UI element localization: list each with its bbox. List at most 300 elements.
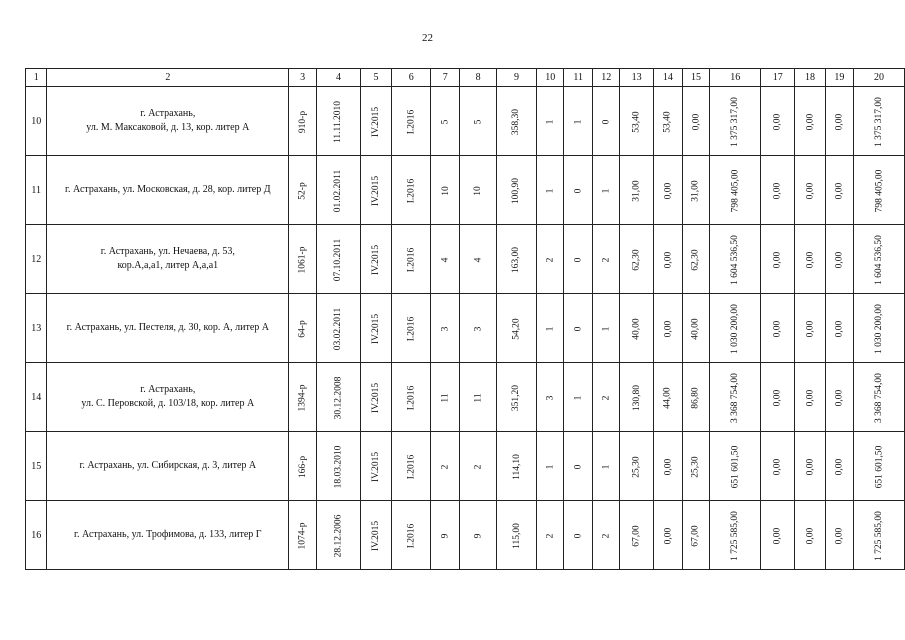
cell-value: I.2016: [406, 316, 417, 341]
cell-c20: [854, 294, 905, 363]
cell-c5: [360, 432, 391, 501]
cell-value: 31,00: [631, 179, 642, 202]
address-cell: [47, 225, 289, 294]
cell-value: I.2016: [406, 454, 417, 479]
cell-c13: [620, 225, 654, 294]
cell-value: 2: [601, 395, 612, 400]
cell-value: 1 604 536,50: [730, 234, 741, 285]
cell-value: 100,90: [511, 177, 522, 204]
cell-value: 1: [545, 464, 556, 469]
cell-c7: [431, 225, 460, 294]
cell-value: 3 368 754,00: [874, 372, 884, 423]
cell-c7: [431, 87, 460, 156]
cell-value: 1 030 200,00: [874, 303, 884, 354]
cell-c16: [710, 363, 761, 432]
cell-c11: [564, 363, 593, 432]
cell-value: 07.10.2011: [333, 238, 344, 281]
cell-value: 1: [545, 326, 556, 331]
cell-c18: [795, 363, 825, 432]
address-line-1: г. Астрахань, ул. Московская, д. 28, кор. литер Д: [65, 184, 271, 195]
cell-c18: [795, 501, 825, 570]
table-row: [26, 432, 905, 501]
cell-c9: [496, 432, 536, 501]
cell-value: 5: [440, 119, 451, 124]
cell-c13: [620, 156, 654, 225]
cell-c8: [460, 294, 497, 363]
address-line-1: г. Астрахань, ул. Пестеля, д. 30, кор. А, литер А: [66, 322, 269, 333]
cell-c20: [854, 363, 905, 432]
cell-value: 1 375 317,00: [874, 96, 884, 147]
cell-c14: [653, 225, 682, 294]
cell-c10: [537, 87, 564, 156]
cell-c19: [825, 156, 853, 225]
cell-c7: [431, 432, 460, 501]
cell-c9: [496, 501, 536, 570]
cell-value: I.2016: [406, 109, 417, 134]
cell-c10: [537, 432, 564, 501]
cell-value: 0,00: [662, 251, 673, 268]
cell-c9: [496, 225, 536, 294]
cell-c16: [710, 294, 761, 363]
cell-value: 798 405,00: [874, 169, 884, 212]
cell-c4: [317, 225, 361, 294]
cell-c19: [825, 294, 853, 363]
cell-c18: [795, 87, 825, 156]
cell-value: 40,00: [631, 317, 642, 340]
cell-c5: [360, 87, 391, 156]
cell-c19: [825, 363, 853, 432]
register-table: [25, 68, 905, 570]
cell-c3: [289, 225, 317, 294]
cell-c18: [795, 294, 825, 363]
table-row: [26, 225, 905, 294]
cell-c4: [317, 156, 361, 225]
column-number-4: 4: [317, 69, 361, 87]
cell-c6: [392, 501, 431, 570]
cell-c17: [761, 432, 795, 501]
cell-c7: [431, 156, 460, 225]
cell-c11: [564, 156, 593, 225]
address-line-1: г. Астрахань, ул. Трофимова, д. 133, литер Г: [74, 529, 262, 540]
cell-value: 651 601,50: [874, 445, 884, 488]
cell-value: IV.2015: [370, 313, 381, 344]
cell-c10: [537, 294, 564, 363]
cell-value: 0,00: [772, 320, 783, 337]
cell-value: 651 601,50: [730, 445, 741, 488]
column-number-14: 14: [653, 69, 682, 87]
cell-c20: [854, 225, 905, 294]
cell-value: 10: [440, 185, 451, 196]
cell-c3: [289, 501, 317, 570]
cell-c16: [710, 432, 761, 501]
cell-value: 67,00: [690, 524, 701, 547]
cell-value: 86,80: [690, 386, 701, 409]
cell-c12: [593, 501, 620, 570]
cell-c5: [360, 156, 391, 225]
cell-value: IV.2015: [370, 244, 381, 275]
cell-value: 0: [573, 188, 584, 193]
cell-value: 1394-р: [297, 384, 308, 411]
address-line-1: г. Астрахань, ул. Сибирская, д. 3, литер А: [79, 460, 257, 471]
table-row: [26, 501, 905, 570]
cell-value: 0,00: [834, 320, 845, 337]
address-cell: [47, 363, 289, 432]
cell-c12: [593, 87, 620, 156]
cell-value: 0: [573, 257, 584, 262]
row-number: 15: [26, 432, 47, 501]
cell-value: 0,00: [662, 182, 673, 199]
cell-c13: [620, 87, 654, 156]
cell-c15: [682, 363, 710, 432]
table-row: [26, 294, 905, 363]
cell-value: 351,20: [511, 384, 522, 411]
cell-value: 28.12.2006: [333, 514, 344, 557]
cell-c8: [460, 501, 497, 570]
cell-value: I.2016: [406, 523, 417, 548]
cell-c5: [360, 501, 391, 570]
cell-c16: [710, 156, 761, 225]
cell-value: 1 375 317,00: [730, 96, 741, 147]
cell-c7: [431, 501, 460, 570]
cell-value: 2: [440, 464, 451, 469]
cell-c7: [431, 294, 460, 363]
cell-value: 11.11.2010: [333, 100, 344, 143]
cell-c19: [825, 87, 853, 156]
cell-c14: [653, 363, 682, 432]
row-number: 11: [26, 156, 47, 225]
cell-c15: [682, 87, 710, 156]
cell-value: 10: [473, 185, 484, 196]
column-number-12: 12: [593, 69, 620, 87]
row-number: 13: [26, 294, 47, 363]
cell-value: 31,00: [690, 179, 701, 202]
cell-value: 62,30: [690, 248, 701, 271]
cell-c19: [825, 225, 853, 294]
column-number-10: 10: [537, 69, 564, 87]
cell-value: 25,30: [631, 455, 642, 478]
address-cell: [47, 432, 289, 501]
cell-c6: [392, 363, 431, 432]
cell-value: 0,00: [772, 458, 783, 475]
cell-value: 52-р: [297, 181, 308, 200]
cell-value: 0,00: [804, 251, 815, 268]
cell-c20: [854, 87, 905, 156]
cell-c11: [564, 87, 593, 156]
cell-value: 163,00: [511, 246, 522, 273]
cell-value: 5: [473, 119, 484, 124]
cell-c14: [653, 294, 682, 363]
cell-c11: [564, 501, 593, 570]
cell-value: 1: [545, 188, 556, 193]
cell-value: 67,00: [631, 524, 642, 547]
cell-value: 9: [440, 533, 451, 538]
column-number-11: 11: [564, 69, 593, 87]
cell-value: 1 030 200,00: [730, 303, 741, 354]
cell-c4: [317, 432, 361, 501]
cell-value: I.2016: [406, 385, 417, 410]
cell-value: 9: [473, 533, 484, 538]
cell-c17: [761, 294, 795, 363]
column-number-6: 6: [392, 69, 431, 87]
cell-value: 1: [601, 188, 612, 193]
cell-value: 2: [545, 257, 556, 262]
cell-c12: [593, 432, 620, 501]
cell-value: 0,00: [834, 458, 845, 475]
cell-c13: [620, 294, 654, 363]
address-cell: [47, 156, 289, 225]
cell-c15: [682, 156, 710, 225]
cell-value: 0,00: [804, 113, 815, 130]
cell-value: 3: [473, 326, 484, 331]
cell-c13: [620, 363, 654, 432]
cell-c19: [825, 501, 853, 570]
cell-c11: [564, 432, 593, 501]
cell-value: 1 604 536,50: [874, 234, 884, 285]
address-line-2: ул. М. Максаковой, д. 13, кор. литер А: [86, 122, 250, 133]
column-number-9: 9: [496, 69, 536, 87]
cell-c13: [620, 432, 654, 501]
cell-c5: [360, 294, 391, 363]
cell-value: 0,00: [834, 113, 845, 130]
cell-c10: [537, 363, 564, 432]
cell-value: 25,30: [690, 455, 701, 478]
row-number: 10: [26, 87, 47, 156]
cell-c14: [653, 156, 682, 225]
address-cell: [47, 501, 289, 570]
row-number: 16: [26, 501, 47, 570]
cell-value: 358,30: [511, 108, 522, 135]
cell-value: IV.2015: [370, 520, 381, 551]
cell-c4: [317, 294, 361, 363]
cell-c15: [682, 294, 710, 363]
cell-value: 11: [473, 392, 484, 403]
column-number-5: 5: [360, 69, 391, 87]
column-number-19: 19: [825, 69, 853, 87]
cell-value: 798 405,00: [730, 169, 741, 212]
column-number-13: 13: [620, 69, 654, 87]
cell-c16: [710, 501, 761, 570]
cell-value: 0,00: [662, 527, 673, 544]
cell-c3: [289, 87, 317, 156]
cell-value: 0,00: [772, 251, 783, 268]
cell-value: 0,00: [804, 320, 815, 337]
cell-value: 44,00: [662, 386, 673, 409]
cell-c17: [761, 156, 795, 225]
page-number: 22: [422, 32, 433, 44]
cell-value: 910-р: [297, 110, 308, 133]
cell-c17: [761, 87, 795, 156]
cell-value: 0,00: [772, 389, 783, 406]
cell-value: 0,00: [662, 458, 673, 475]
column-number-3: 3: [289, 69, 317, 87]
address-line-1: г. Астрахань,: [140, 384, 196, 395]
cell-value: 0,00: [662, 320, 673, 337]
table-row: [26, 156, 905, 225]
cell-value: 53,40: [662, 110, 673, 133]
cell-value: 01.02.2011: [333, 169, 344, 212]
cell-value: 1 725 585,00: [730, 510, 741, 561]
cell-value: 0,00: [834, 182, 845, 199]
address-line-1: г. Астрахань,: [140, 108, 196, 119]
cell-value: 62,30: [631, 248, 642, 271]
cell-c8: [460, 363, 497, 432]
cell-c15: [682, 225, 710, 294]
table-row: [26, 87, 905, 156]
column-number-7: 7: [431, 69, 460, 87]
cell-value: I.2016: [406, 178, 417, 203]
cell-value: 166-р: [297, 455, 308, 478]
cell-c14: [653, 501, 682, 570]
cell-value: 2: [545, 533, 556, 538]
column-number-1: 1: [26, 69, 47, 87]
cell-value: 0,00: [804, 182, 815, 199]
cell-c3: [289, 156, 317, 225]
cell-c18: [795, 225, 825, 294]
cell-c17: [761, 501, 795, 570]
cell-c9: [496, 363, 536, 432]
cell-c14: [653, 432, 682, 501]
cell-c18: [795, 432, 825, 501]
cell-value: I.2016: [406, 247, 417, 272]
cell-value: 18.03.2010: [333, 445, 344, 488]
cell-c14: [653, 87, 682, 156]
cell-c7: [431, 363, 460, 432]
column-number-18: 18: [795, 69, 825, 87]
cell-value: 0: [573, 464, 584, 469]
cell-c6: [392, 87, 431, 156]
cell-c17: [761, 225, 795, 294]
cell-c20: [854, 156, 905, 225]
cell-value: 1: [573, 395, 584, 400]
cell-c4: [317, 501, 361, 570]
cell-c3: [289, 432, 317, 501]
column-number-17: 17: [761, 69, 795, 87]
cell-value: 64-р: [297, 319, 308, 338]
cell-value: 0,00: [834, 389, 845, 406]
cell-c17: [761, 363, 795, 432]
cell-value: 0,00: [772, 113, 783, 130]
cell-value: 0,00: [804, 527, 815, 544]
cell-value: 1: [545, 119, 556, 124]
cell-c10: [537, 501, 564, 570]
cell-c12: [593, 294, 620, 363]
cell-c3: [289, 294, 317, 363]
cell-c15: [682, 501, 710, 570]
cell-value: IV.2015: [370, 175, 381, 206]
address-cell: [47, 294, 289, 363]
cell-value: 0,00: [804, 458, 815, 475]
cell-c8: [460, 156, 497, 225]
cell-c5: [360, 363, 391, 432]
header-row: [26, 69, 905, 87]
cell-c11: [564, 294, 593, 363]
cell-value: 0: [601, 119, 612, 124]
cell-value: 1: [573, 119, 584, 124]
cell-value: 0,00: [772, 182, 783, 199]
cell-value: 30.12.2008: [333, 376, 344, 419]
cell-value: 3: [440, 326, 451, 331]
cell-c6: [392, 432, 431, 501]
cell-c10: [537, 225, 564, 294]
cell-c18: [795, 156, 825, 225]
cell-c6: [392, 225, 431, 294]
table-row: [26, 363, 905, 432]
cell-value: IV.2015: [370, 382, 381, 413]
cell-value: 130,80: [631, 384, 642, 411]
cell-c15: [682, 432, 710, 501]
cell-value: 2: [601, 257, 612, 262]
cell-value: 1: [601, 464, 612, 469]
column-number-15: 15: [682, 69, 710, 87]
cell-c3: [289, 363, 317, 432]
cell-c9: [496, 156, 536, 225]
cell-c12: [593, 225, 620, 294]
cell-value: 40,00: [690, 317, 701, 340]
cell-value: 114,10: [511, 453, 522, 480]
cell-value: 1074-р: [297, 522, 308, 549]
cell-value: 54,20: [511, 317, 522, 340]
cell-value: IV.2015: [370, 451, 381, 482]
address-line-1: г. Астрахань, ул. Нечаева, д. 53,: [100, 246, 235, 257]
cell-c6: [392, 156, 431, 225]
cell-value: 0,00: [834, 527, 845, 544]
cell-c12: [593, 156, 620, 225]
column-number-20: 20: [854, 69, 905, 87]
column-number-2: 2: [47, 69, 289, 87]
cell-value: 03.02.2011: [333, 307, 344, 350]
row-number: 14: [26, 363, 47, 432]
cell-c16: [710, 225, 761, 294]
cell-value: 4: [440, 257, 451, 262]
address-cell: [47, 87, 289, 156]
cell-value: 3: [545, 395, 556, 400]
cell-value: 3 368 754,00: [730, 372, 741, 423]
cell-value: 2: [601, 533, 612, 538]
cell-value: 1 725 585,00: [874, 510, 884, 561]
cell-value: IV.2015: [370, 106, 381, 137]
cell-c4: [317, 87, 361, 156]
cell-c9: [496, 87, 536, 156]
cell-value: 0,00: [834, 251, 845, 268]
address-line-2: ул. С. Перовской, д. 103/18, кор. литер А: [81, 398, 255, 409]
cell-c8: [460, 432, 497, 501]
cell-value: 1061-р: [297, 246, 308, 273]
row-number: 12: [26, 225, 47, 294]
cell-c20: [854, 501, 905, 570]
address-line-2: кор.А,а,а1, литер А,а,а1: [117, 260, 219, 271]
cell-value: 0: [573, 533, 584, 538]
cell-c5: [360, 225, 391, 294]
column-number-8: 8: [460, 69, 497, 87]
cell-c10: [537, 156, 564, 225]
cell-c6: [392, 294, 431, 363]
cell-c12: [593, 363, 620, 432]
cell-c8: [460, 225, 497, 294]
cell-c13: [620, 501, 654, 570]
cell-value: 0,00: [772, 527, 783, 544]
cell-value: 0: [573, 326, 584, 331]
cell-value: 1: [601, 326, 612, 331]
cell-value: 115,00: [511, 522, 522, 549]
cell-value: 0,00: [690, 113, 701, 130]
cell-c19: [825, 432, 853, 501]
cell-value: 4: [473, 257, 484, 262]
column-number-16: 16: [710, 69, 761, 87]
cell-c4: [317, 363, 361, 432]
cell-c20: [854, 432, 905, 501]
cell-c8: [460, 87, 497, 156]
cell-value: 0,00: [804, 389, 815, 406]
